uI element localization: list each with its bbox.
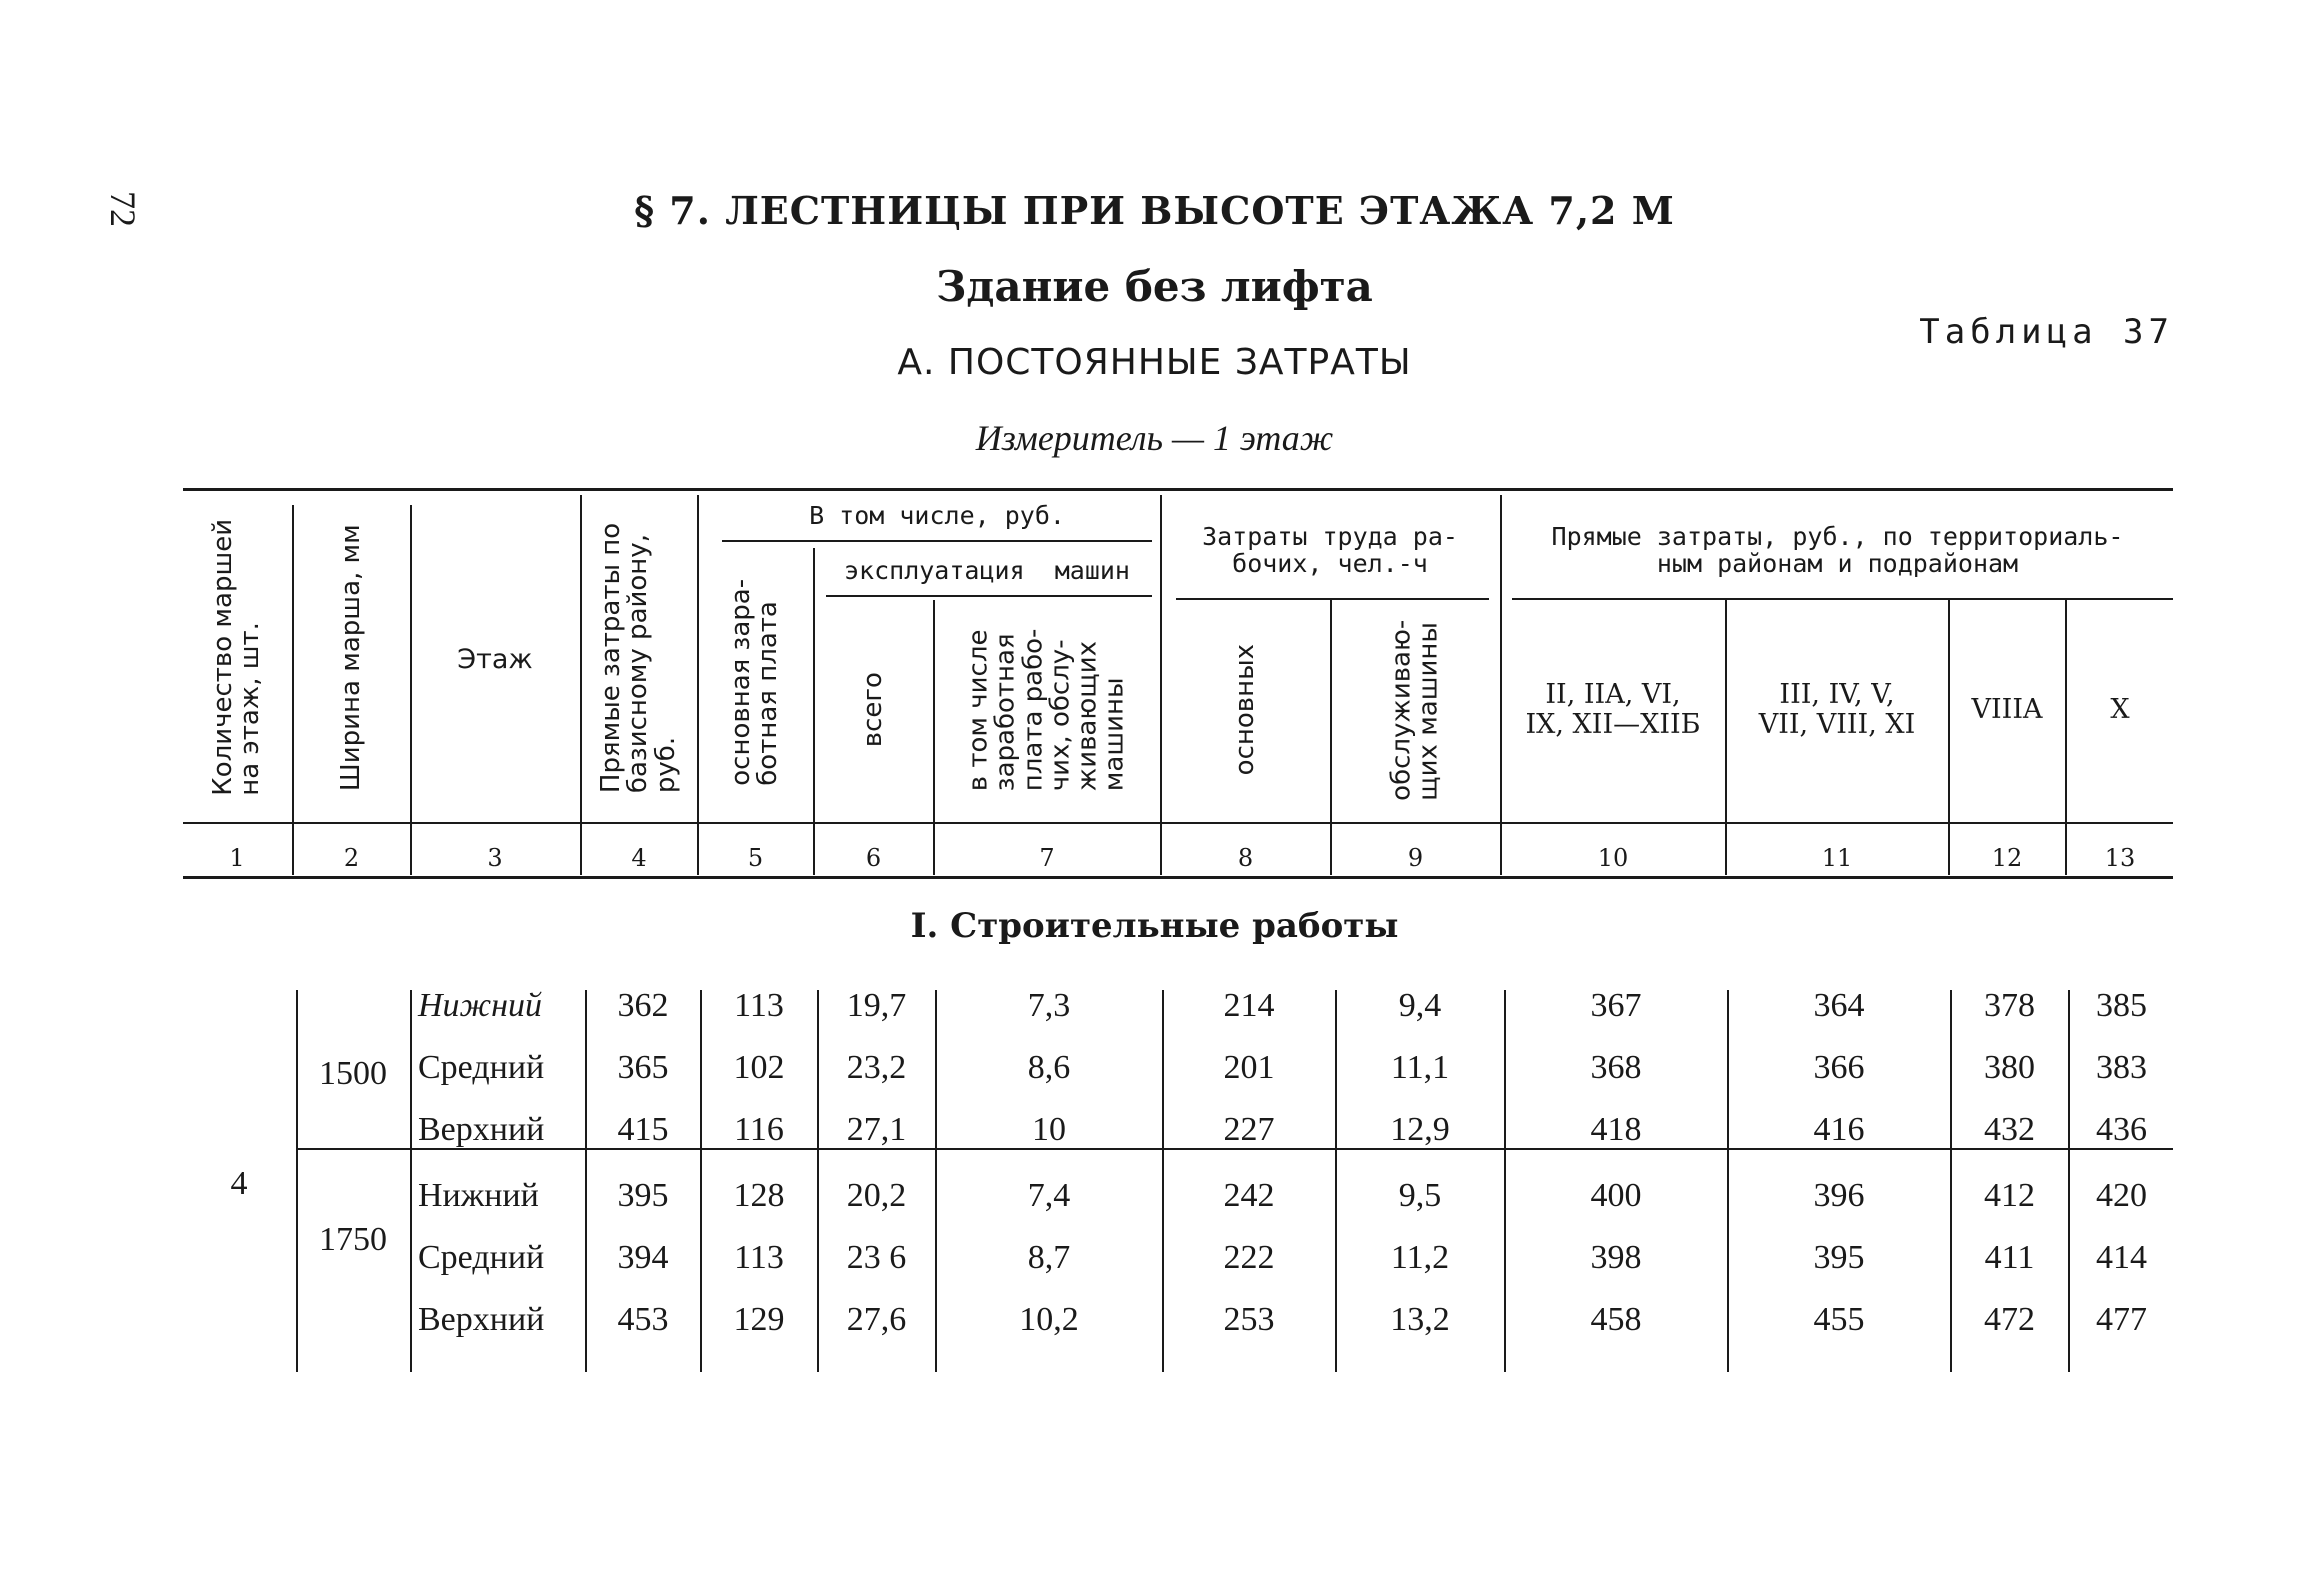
table-cell: 455 [1813,1301,1865,1338]
subtitle: Здание без лифта [936,262,1373,311]
header-region-x: X [2110,694,2130,726]
machines-rule [826,595,1152,597]
header-incl: В том числе, руб. [809,501,1065,531]
column-number: 2 [343,844,360,872]
table-top-rule [183,488,2173,491]
table-cell: 418 [1590,1111,1642,1148]
table-cell: 412 [1984,1177,2035,1214]
header-region-iii: III, IV, V, VII, VIII, XI [1758,679,1916,740]
table-cell: 19,7 [846,987,907,1024]
floor-label: Верхний [418,1111,545,1148]
table-cell: 415 [617,1111,669,1148]
column-number: 3 [487,844,503,872]
table-cell: 385 [2096,987,2147,1024]
column-number: 4 [631,844,647,872]
table-cell: 9,4 [1398,987,1442,1024]
header-base-wage: основная зара- ботная плата [726,579,784,786]
table-cell: 420 [2096,1177,2147,1214]
column-number: 9 [1407,844,1424,872]
header-machines: эксплуатация машин [844,555,1130,585]
column-number: 5 [747,844,764,872]
table-cell: 8,6 [1027,1049,1071,1086]
column-number-rule [183,876,2173,879]
floor-label: Нижний [418,1177,539,1214]
table-cell: 12,9 [1390,1111,1450,1148]
table-cell: 396 [1813,1177,1865,1214]
floor-label: Верхний [418,1301,545,1338]
table-cell: 128 [733,1177,785,1214]
table-cell: 365 [617,1049,669,1086]
table-cell: 414 [2096,1239,2147,1276]
table-cell: 8,7 [1027,1239,1071,1276]
header-region-ii: II, IIA, VI, IX, XII—XIIБ [1525,679,1701,740]
floor-label: Средний [418,1239,545,1276]
table-cell: 242 [1223,1177,1275,1214]
table-cell: 383 [2096,1049,2147,1086]
table-cell: 9,5 [1398,1177,1442,1214]
table-cell: 116 [734,1111,784,1148]
table-cell: 102 [733,1049,785,1086]
group-title: I. Строительные работы [910,906,1399,946]
table-cell: 214 [1223,987,1275,1024]
table-cell: 253 [1223,1301,1275,1338]
column-number: 6 [865,844,882,872]
table-cell: 364 [1813,987,1865,1024]
table-cell: 368 [1590,1049,1642,1086]
march-width: 1750 [319,1221,387,1258]
column-number: 12 [1991,844,2023,872]
table-cell: 394 [617,1239,669,1276]
table-cell: 366 [1813,1049,1865,1086]
header-machine-workers: обслуживаю- щих машины [1386,619,1444,801]
header-region-viiia: VIIIA [1971,694,2043,726]
table-cell: 400 [1590,1177,1642,1214]
table-cell: 367 [1590,987,1642,1024]
table-cell: 27,6 [846,1301,907,1338]
header-main-workers: основных [1229,644,1260,776]
floor-label: Средний [418,1049,545,1086]
table-cell: 436 [2096,1111,2147,1148]
table-cell: 398 [1590,1239,1642,1276]
table-cell: 453 [617,1301,669,1338]
table-cell: 477 [2096,1301,2147,1338]
table-cell: 378 [1984,987,2035,1024]
table-cell: 20,2 [846,1177,907,1214]
table-cell: 362 [617,987,669,1024]
section-heading: А. ПОСТОЯННЫЕ ЗАТРАТЫ [897,342,1412,383]
table-cell: 10 [1032,1111,1066,1148]
column-number: 1 [229,844,245,872]
table-cell: 395 [1813,1239,1865,1276]
table-label: Таблица 37 [1919,312,2174,352]
floor-label: Нижний [418,987,543,1024]
header-marches: Количество маршей на этаж, шт. [207,519,266,796]
header-direct-base: Прямые затраты по базисному району, руб. [596,522,681,793]
header-floor: Этаж [457,644,533,676]
section-title: § 7. ЛЕСТНИЦЫ ПРИ ВЫСОТЕ ЭТАЖА 7,2 М [634,188,1675,233]
table-cell: 23,2 [846,1049,907,1086]
table-cell: 380 [1984,1049,2035,1086]
march-width: 1500 [319,1055,387,1092]
table-cell: 222 [1223,1239,1275,1276]
table-cell: 27,1 [846,1111,907,1148]
table-cell: 227 [1223,1111,1275,1148]
table-cell: 7,4 [1027,1177,1071,1214]
column-number: 10 [1597,844,1629,872]
column-number: 7 [1039,844,1055,872]
table-cell: 416 [1813,1111,1865,1148]
header-bottom-rule [183,822,2173,824]
table-cell: 395 [617,1177,669,1214]
table-cell: 411 [1984,1239,2035,1276]
column-number: 11 [1821,844,1853,872]
table-cell: 458 [1590,1301,1642,1338]
table-cell: 472 [1984,1301,2035,1338]
table-cell: 10,2 [1019,1301,1079,1338]
column-number: 13 [2104,844,2136,872]
table-cell: 23 6 [846,1239,907,1276]
table-cell: 11,1 [1390,1049,1450,1086]
incl-rule [722,540,1152,542]
table-cell: 11,2 [1390,1239,1450,1276]
header-total: всего [857,672,888,748]
page-number: 72 [103,191,143,227]
table-cell: 432 [1984,1111,2035,1148]
measure-unit: Измеритель — 1 этаж [975,418,1334,458]
table-cell: 113 [734,1239,784,1276]
table-cell: 113 [734,987,784,1024]
table-cell: 129 [733,1301,785,1338]
table-cell: 201 [1223,1049,1275,1086]
header-direct-regions: Прямые затраты, руб., по территориаль- ным районам и подрайонам [1551,521,2124,578]
table-cell: 13,2 [1390,1301,1450,1338]
marches-count: 4 [230,1165,248,1202]
header-width: Ширина марша, мм [335,524,366,791]
column-number: 8 [1237,844,1254,872]
header-machine-wage: в том числе заработная плата рабо- чих, обслу- живающих машины [963,628,1130,792]
table-cell: 7,3 [1027,987,1071,1024]
header-labor: Затраты труда ра- бочих, чел.-ч [1202,521,1458,578]
